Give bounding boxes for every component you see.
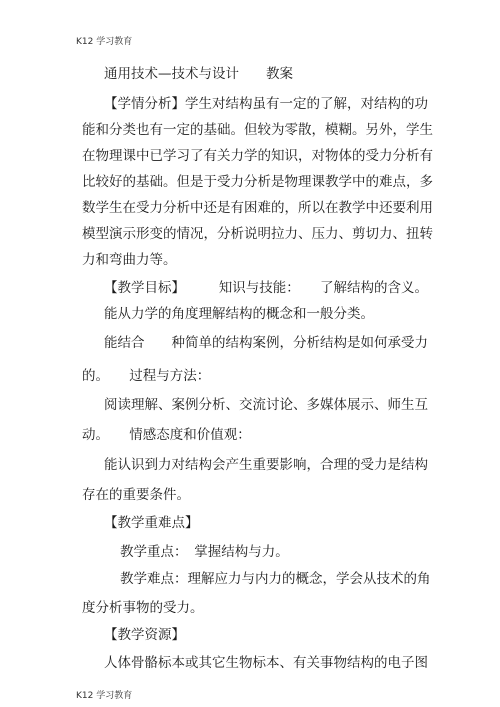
goals-line: 能认识到力对结构会产生重要影响，合理的受力是结构 <box>104 457 428 473</box>
keypoints-line: 度分析事物的受力。 <box>82 600 204 616</box>
page-footer: K12 学习教育 <box>76 691 133 701</box>
analysis-line: 模型演示形变的情况，分析说明拉力、压力、剪切力、扭转 <box>82 226 433 242</box>
keypoints-heading: 【教学重难点】 <box>104 515 199 531</box>
goals-line: 存在的重要条件。 <box>82 487 190 503</box>
goals-line: 能结合 种简单的结构案例，分析结构是如何承受力 <box>104 335 428 351</box>
goals-line: 阅读理解、案例分析、交流讨论、多媒体展示、师生互 <box>104 397 428 413</box>
analysis-line: 比较好的基础。但是于受力分析是物理课教学中的难点，多 <box>82 174 433 190</box>
keypoints-line: 教学难点：理解应力与内力的概念，学会从技术的角 <box>120 571 431 587</box>
goals-line: 的。 过程与方法： <box>82 368 211 384</box>
analysis-line: 数学生在受力分析中还是有困难的，所以在教学中还要利用 <box>82 200 433 216</box>
analysis-line: 能和分类也有一定的基础。但较为零散，模糊。另外，学生 <box>82 122 433 138</box>
goals-line: 动。 情感态度和价值观： <box>82 427 251 443</box>
resources-heading: 【教学资源】 <box>104 627 185 643</box>
goals-line: 【教学目标】 知识与技能： 了解结构的含义。 <box>104 280 428 296</box>
goals-line: 能从力学的角度理解结构的概念和一般分类。 <box>104 306 374 322</box>
resources-line: 人体骨骼标本或其它生物标本、有关事物结构的电子图 <box>104 655 428 671</box>
page-header: K12 学习教育 <box>76 37 133 47</box>
document-title: 通用技术—技术与设计 教案 <box>104 66 293 82</box>
analysis-line: 在物理课中已学习了有关力学的知识，对物体的受力分析有 <box>82 148 433 164</box>
keypoints-line: 教学重点： 掌握结构与力。 <box>120 544 289 560</box>
analysis-line: 【学情分析】学生对结构虽有一定的了解，对结构的功 <box>104 96 428 112</box>
analysis-line: 力和弯曲力等。 <box>82 252 177 268</box>
